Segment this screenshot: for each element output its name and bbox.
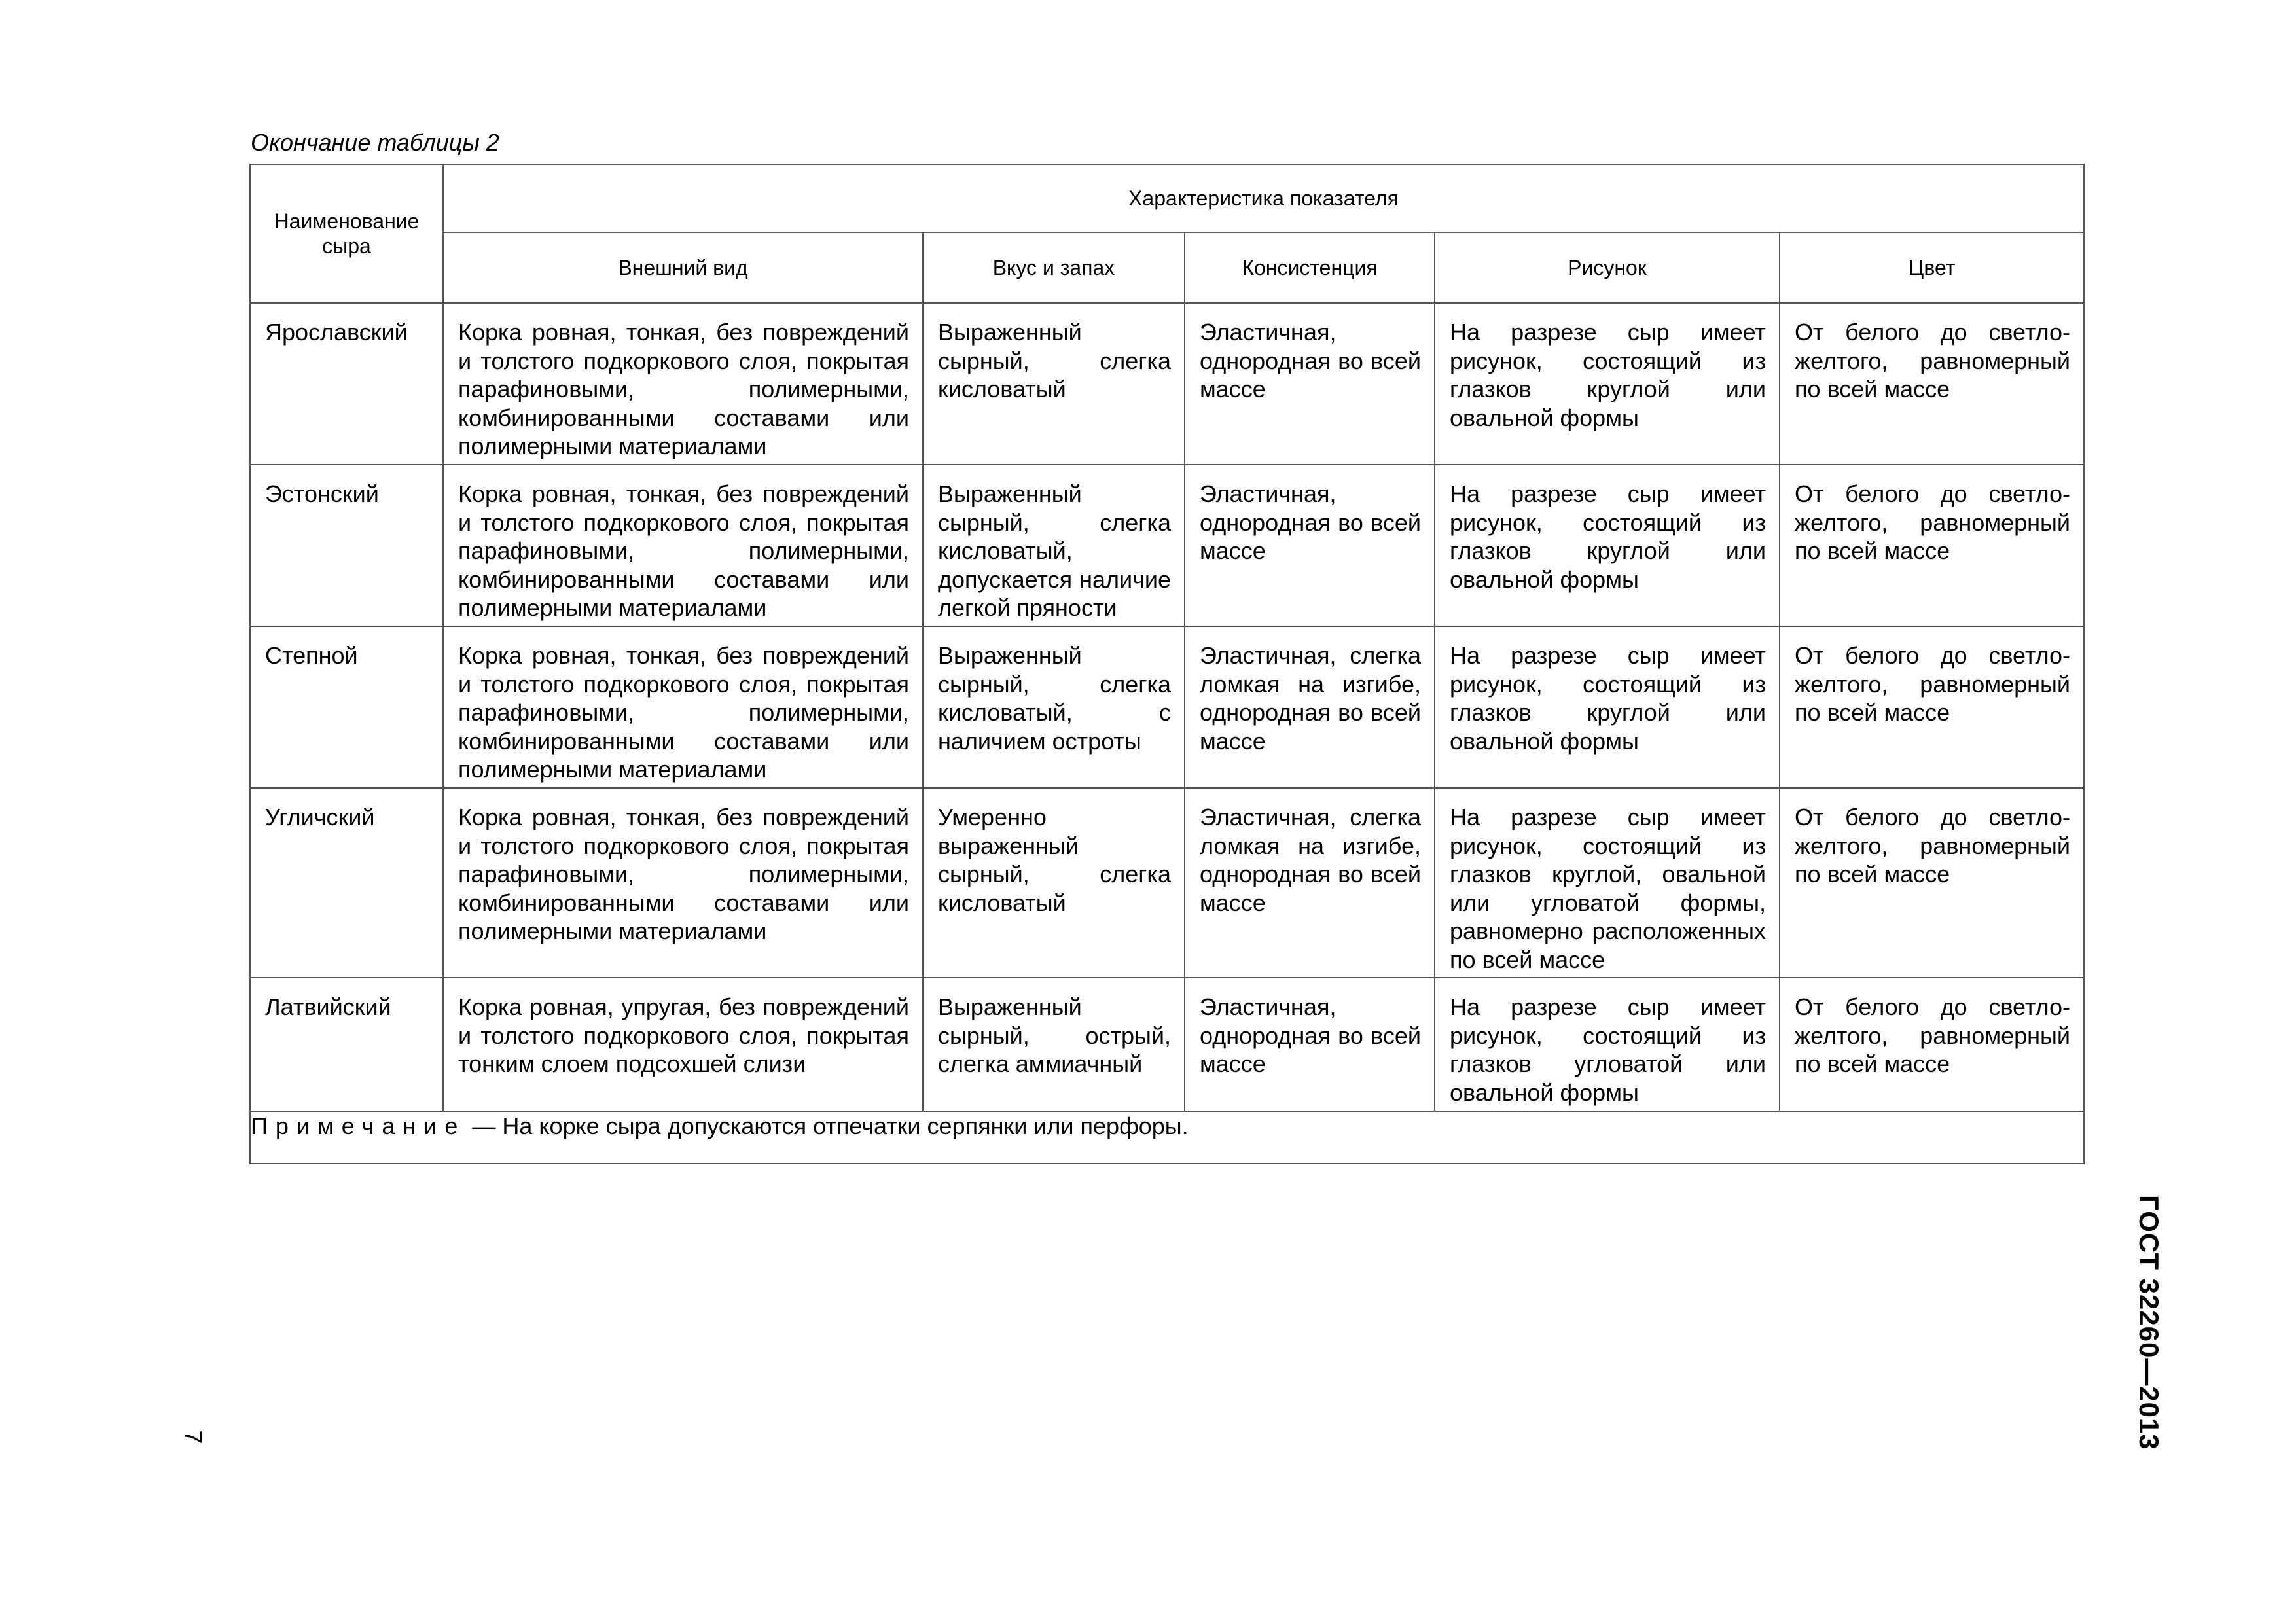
taste-cell: Умеренно выраженный сырный, слегка кисловатый — [923, 788, 1185, 978]
color-cell: От белого до светло-желтого, равномерный по всей массе — [1780, 788, 2084, 978]
cheese-name-cell: Латвийский — [250, 978, 443, 1111]
pattern-cell: На разрезе сыр имеет рисунок, состоящий из глазков круглой или овальной формы — [1435, 303, 1780, 465]
table-row — [250, 978, 2084, 1111]
header-color: Цвет — [1780, 232, 2084, 303]
appearance-cell: Корка ровная, тонкая, без повреждений и толстого подкоркового слоя, покрытая парафиновыми, полимерными, комбинированными составами или полимерными материалами — [443, 303, 923, 465]
color-cell: От белого до светло-желтого, равномерный по всей массе — [1780, 978, 2084, 1111]
pattern-cell: На разрезе сыр имеет рисунок, состоящий из глазков угловатой или овальной формы — [1435, 978, 1780, 1111]
document-standard-title: ГОСТ 32260—2013 — [2134, 1195, 2164, 1450]
appearance-cell: Корка ровная, тонкая, без повреждений и толстого подкоркового слоя, покрытая парафиновыми, полимерными, комбинированными составами или полимерными материалами — [443, 788, 923, 978]
taste-cell: Выраженный сырный, слегка кисловатый, допускается наличие легкой пряности — [923, 465, 1185, 626]
header-taste-smell: Вкус и запах — [923, 232, 1185, 303]
taste-cell: Выраженный сырный, слегка кисловатый — [923, 303, 1185, 465]
color-cell: От белого до светло-желтого, равномерный по всей массе — [1780, 303, 2084, 465]
cheese-name-cell: Ярославский — [250, 303, 443, 465]
cheese-name-cell: Степной — [250, 626, 443, 788]
taste-cell: Выраженный сырный, слегка кисловатый, с наличием остроты — [923, 626, 1185, 788]
appearance-cell: Корка ровная, тонкая, без повреждений и толстого подкоркового слоя, покрытая парафиновыми, полимерными, комбинированными составами или полимерными материалами — [443, 465, 923, 626]
pattern-cell: На разрезе сыр имеет рисунок, состоящий из глазков круглой, овальной или угловатой формы, равномерно расположенных по всей массе — [1435, 788, 1780, 978]
table-caption: Окончание таблицы 2 — [251, 129, 499, 156]
note-label: Примечание — [251, 1113, 466, 1139]
table-row — [250, 626, 2084, 788]
note-row — [250, 1111, 2084, 1164]
note-cell — [250, 1111, 2084, 1164]
pattern-cell: На разрезе сыр имеет рисунок, состоящий из глазков круглой или овальной формы — [1435, 626, 1780, 788]
table-row — [250, 465, 2084, 626]
pattern-cell: На разрезе сыр имеет рисунок, состоящий из глазков круглой или овальной формы — [1435, 465, 1780, 626]
cheese-name-cell: Эстонский — [250, 465, 443, 626]
header-characteristic-group: Характеристика показателя — [443, 164, 2084, 232]
consistency-cell: Эластичная, слегка ломкая на изгибе, однородная во всей массе — [1185, 626, 1435, 788]
consistency-cell: Эластичная, однородная во всей массе — [1185, 303, 1435, 465]
page-number: 7 — [179, 1430, 207, 1444]
header-pattern: Рисунок — [1435, 232, 1780, 303]
color-cell: От белого до светло-желтого, равномерный по всей массе — [1780, 626, 2084, 788]
appearance-cell: Корка ровная, упругая, без повреждений и толстого подкоркового слоя, покрытая тонким слоем подсохшей слизи — [443, 978, 923, 1111]
header-consistency: Консистенция — [1185, 232, 1435, 303]
header-cheese-name: Наименование сыра — [250, 164, 443, 303]
taste-cell: Выраженный сырный, острый, слегка аммиачный — [923, 978, 1185, 1111]
appearance-cell: Корка ровная, тонкая, без повреждений и толстого подкоркового слоя, покрытая парафиновыми, полимерными, комбинированными составами или полимерными материалами — [443, 626, 923, 788]
note-text: — На корке сыра допускаются отпечатки серпянки или перфоры. — [465, 1113, 1189, 1139]
consistency-cell: Эластичная, слегка ломкая на изгибе, однородная во всей массе — [1185, 788, 1435, 978]
consistency-cell: Эластичная, однородная во всей массе — [1185, 978, 1435, 1111]
consistency-cell: Эластичная, однородная во всей массе — [1185, 465, 1435, 626]
header-appearance: Внешний вид — [443, 232, 923, 303]
cheese-name-cell: Угличский — [250, 788, 443, 978]
table-row — [250, 303, 2084, 465]
cheese-characteristics-table — [249, 164, 2085, 1164]
color-cell: От белого до светло-желтого, равномерный по всей массе — [1780, 465, 2084, 626]
table-row — [250, 788, 2084, 978]
